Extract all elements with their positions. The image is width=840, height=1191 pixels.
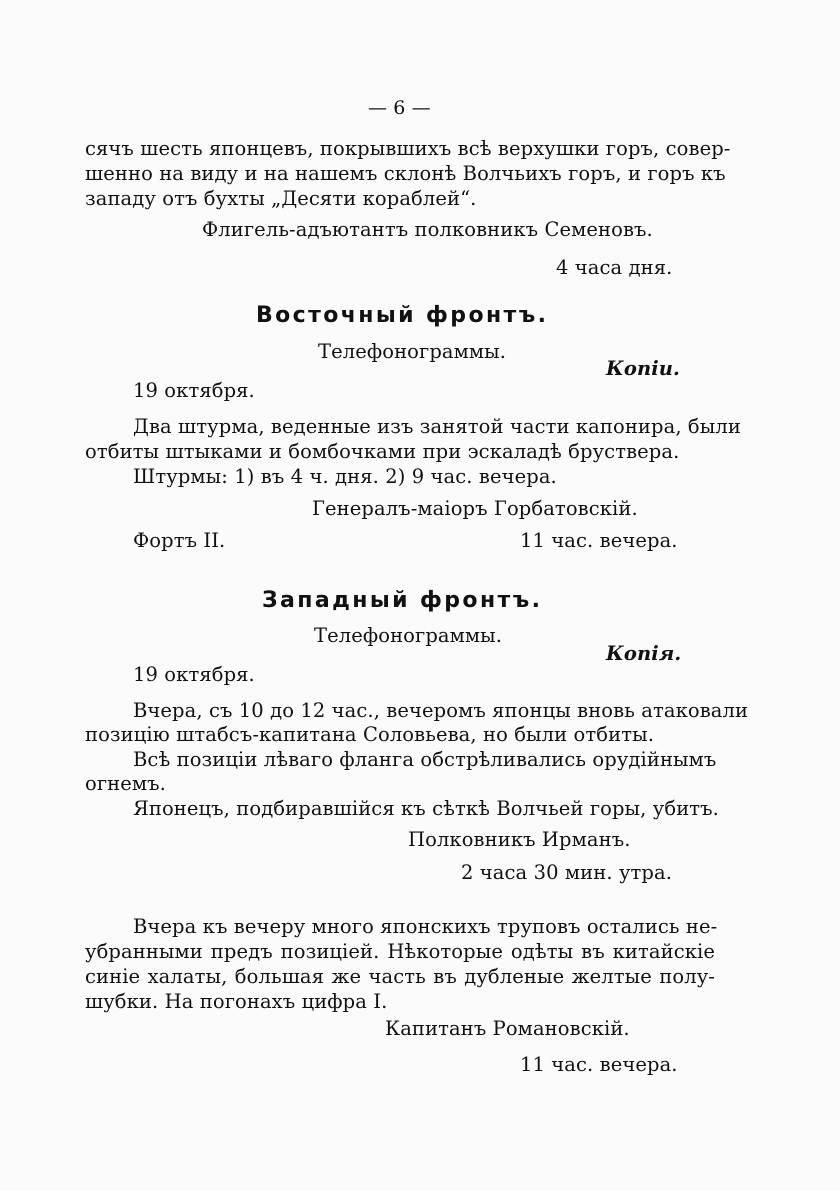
final-line-2: убранными предъ позиціей. Нѣкоторые одѣты въ китайскіе [85,940,715,963]
final-signature: Капитанъ Романовскій. [385,1017,630,1040]
west-front-p2-line-1: Всѣ позиціи лѣваго фланга обстрѣливались орудійнымъ [133,748,717,771]
east-front-storms: Штурмы: 1) въ 4 ч. дня. 2) 9 час. вечера. [133,465,557,488]
intro-line-3: западу отъ бухты „Десяти кораблей“. [85,187,477,210]
east-front-line-2: отбиты штыками и бомбочками при эскаладѣ бруствера. [85,440,680,463]
east-front-date: 19 октября. [133,379,255,402]
west-front-copy-label: Копія. [606,642,682,665]
east-front-fort: Фортъ II. [133,529,226,552]
west-front-title: Западный фронтъ. [262,588,543,613]
west-front-p1-line-1: Вчера, съ 10 до 12 час., вечеромъ японцы вновь атаковали [133,699,749,722]
final-line-1: Вчера къ вечеру много японскихъ труповъ остались не- [133,915,718,938]
west-front-p1-line-2: позицію штабсъ-капитана Соловьева, но были отбиты. [85,723,655,746]
final-time: 11 час. вечера. [520,1053,678,1076]
east-front-time: 11 час. вечера. [520,529,678,552]
west-front-p3: Японецъ, подбиравшійся къ сѣткѣ Волчьей горы, убитъ. [133,797,719,820]
west-front-time: 2 часа 30 мин. утра. [461,861,673,884]
west-front-date: 19 октября. [133,663,255,686]
east-front-copy-label: Копіи. [606,357,680,380]
east-front-line-1: Два штурма, веденные изъ занятой части капонира, были [133,415,741,438]
final-line-4: шубки. На погонахъ цифра I. [85,990,388,1013]
intro-signature: Флигель-адъютантъ полковникъ Семеновъ. [202,218,653,241]
final-line-3: синіе халаты, большая же часть въ дубленые желтые полу- [85,965,715,988]
intro-time: 4 часа дня. [556,256,673,279]
west-front-p2-line-2: огнемъ. [85,772,166,795]
east-front-subtitle: Телефонограммы. [318,340,507,363]
east-front-title: Восточный фронтъ. [256,303,549,328]
intro-line-2: шенно на виду и на нашемъ склонѣ Волчьихъ горъ, и горъ къ [85,162,726,185]
intro-line-1: сячъ шесть японцевъ, покрывшихъ всѣ верхушки горъ, совер- [85,137,731,160]
page-number: — 6 — [368,97,431,119]
east-front-signature: Генералъ-маіоръ Горбатовскій. [312,497,638,520]
west-front-subtitle: Телефонограммы. [314,624,503,647]
west-front-signature: Полковникъ Ирманъ. [408,828,631,851]
